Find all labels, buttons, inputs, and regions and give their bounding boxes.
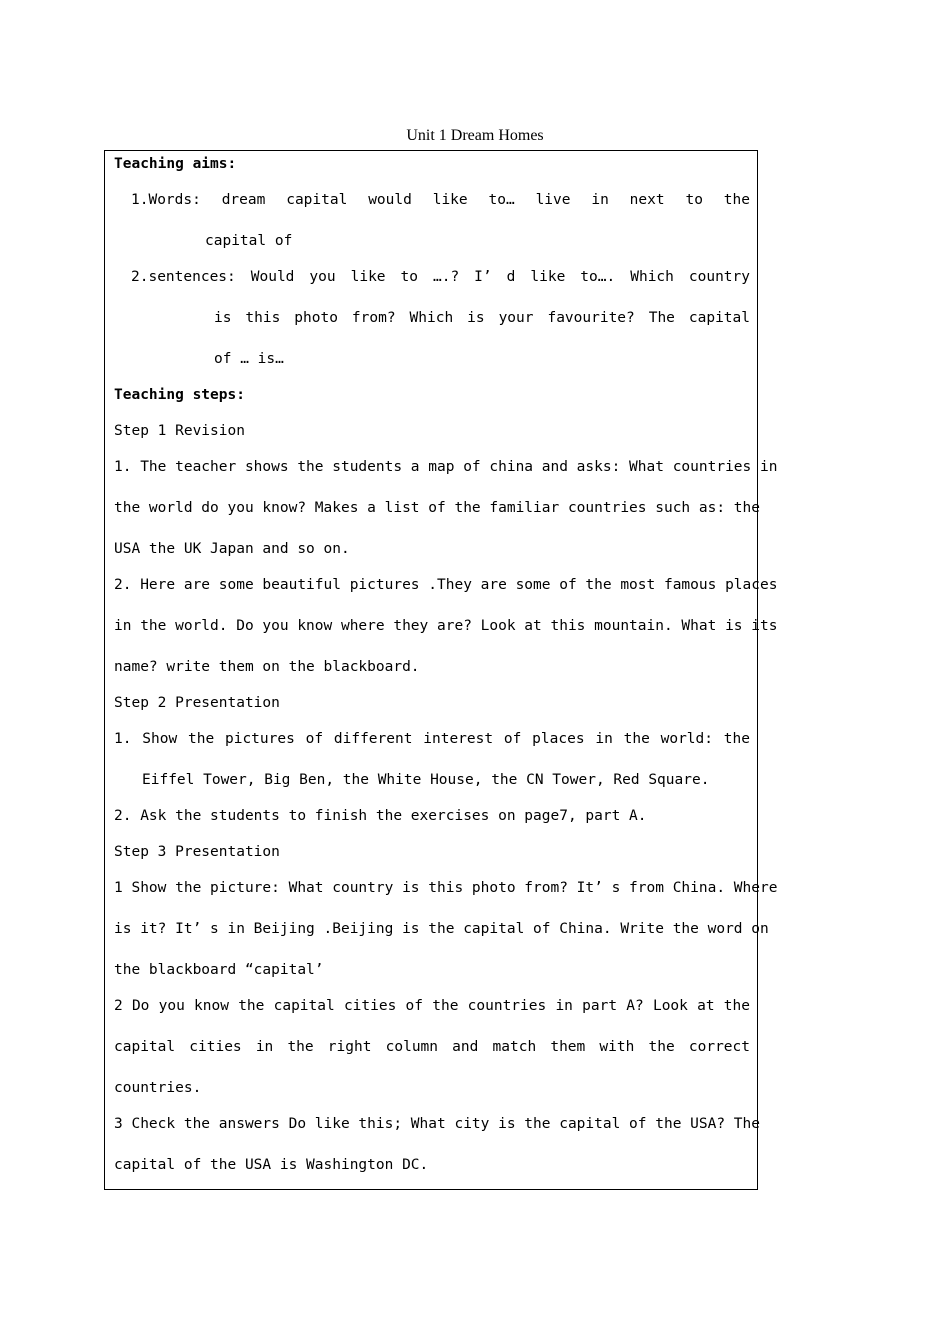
aims-words-continuation: capital of xyxy=(205,233,293,249)
step2-item2: 2. Ask the students to finish the exercises on page7, part A. xyxy=(114,808,647,824)
document-title: Unit 1 Dream Homes xyxy=(406,127,544,144)
step3-item1-line3: the blackboard “capital’ xyxy=(114,962,324,978)
lesson-plan-table xyxy=(104,150,778,1190)
step3-item1-line1: 1 Show the picture: What country is this photo from? It’ s from China. Where xyxy=(114,880,778,896)
step1-item1-line1: 1. The teacher shows the students a map of china and asks: What countries in xyxy=(114,459,778,475)
step3-item3-line1: 3 Check the answers Do like this; What city is the capital of the USA? The xyxy=(114,1116,761,1132)
aims-sentences-line: 2.sentences: Would you like to ….? I’ d like to…. Which country xyxy=(131,269,750,285)
step3-item2-line2: capital cities in the right column and match them with the correct xyxy=(114,1039,750,1055)
step1-heading: Step 1 Revision xyxy=(114,423,245,439)
step1-item2-line2: in the world. Do you know where they are? Look at this mountain. What is its xyxy=(114,618,778,634)
step2-heading: Step 2 Presentation xyxy=(114,695,280,711)
step1-item1-line2: the world do you know? Makes a list of the familiar countries such as: the xyxy=(114,500,761,516)
step3-heading: Step 3 Presentation xyxy=(114,844,280,860)
step3-item2-line1: 2 Do you know the capital cities of the countries in part A? Look at the xyxy=(114,998,750,1014)
aims-words-line: 1.Words: dream capital would like to… live in next to the xyxy=(131,192,750,208)
aims-sentences-continuation: is this photo from? Which is your favourite? The capital xyxy=(214,310,750,326)
step3-item3-line2: capital of the USA is Washington DC. xyxy=(114,1157,429,1173)
step3-item2-line3: countries. xyxy=(114,1080,202,1096)
step2-item1-line2: Eiffel Tower, Big Ben, the White House, the CN Tower, Red Square. xyxy=(142,772,710,788)
aims-sentences-end: of … is… xyxy=(214,351,284,367)
step2-item1-line1: 1. Show the pictures of different interest of places in the world: the xyxy=(114,731,750,747)
step1-item1-line3: USA the UK Japan and so on. xyxy=(114,541,350,557)
step1-item2-line1: 2. Here are some beautiful pictures .They are some of the most famous places xyxy=(114,577,778,593)
step1-item2-line3: name? write them on the blackboard. xyxy=(114,659,420,675)
step3-item1-line2: is it? It’ s in Beijing .Beijing is the capital of China. Write the word on xyxy=(114,921,769,937)
teaching-steps-heading: Teaching steps: xyxy=(114,387,245,403)
teaching-aims-heading: Teaching aims: xyxy=(114,156,237,172)
